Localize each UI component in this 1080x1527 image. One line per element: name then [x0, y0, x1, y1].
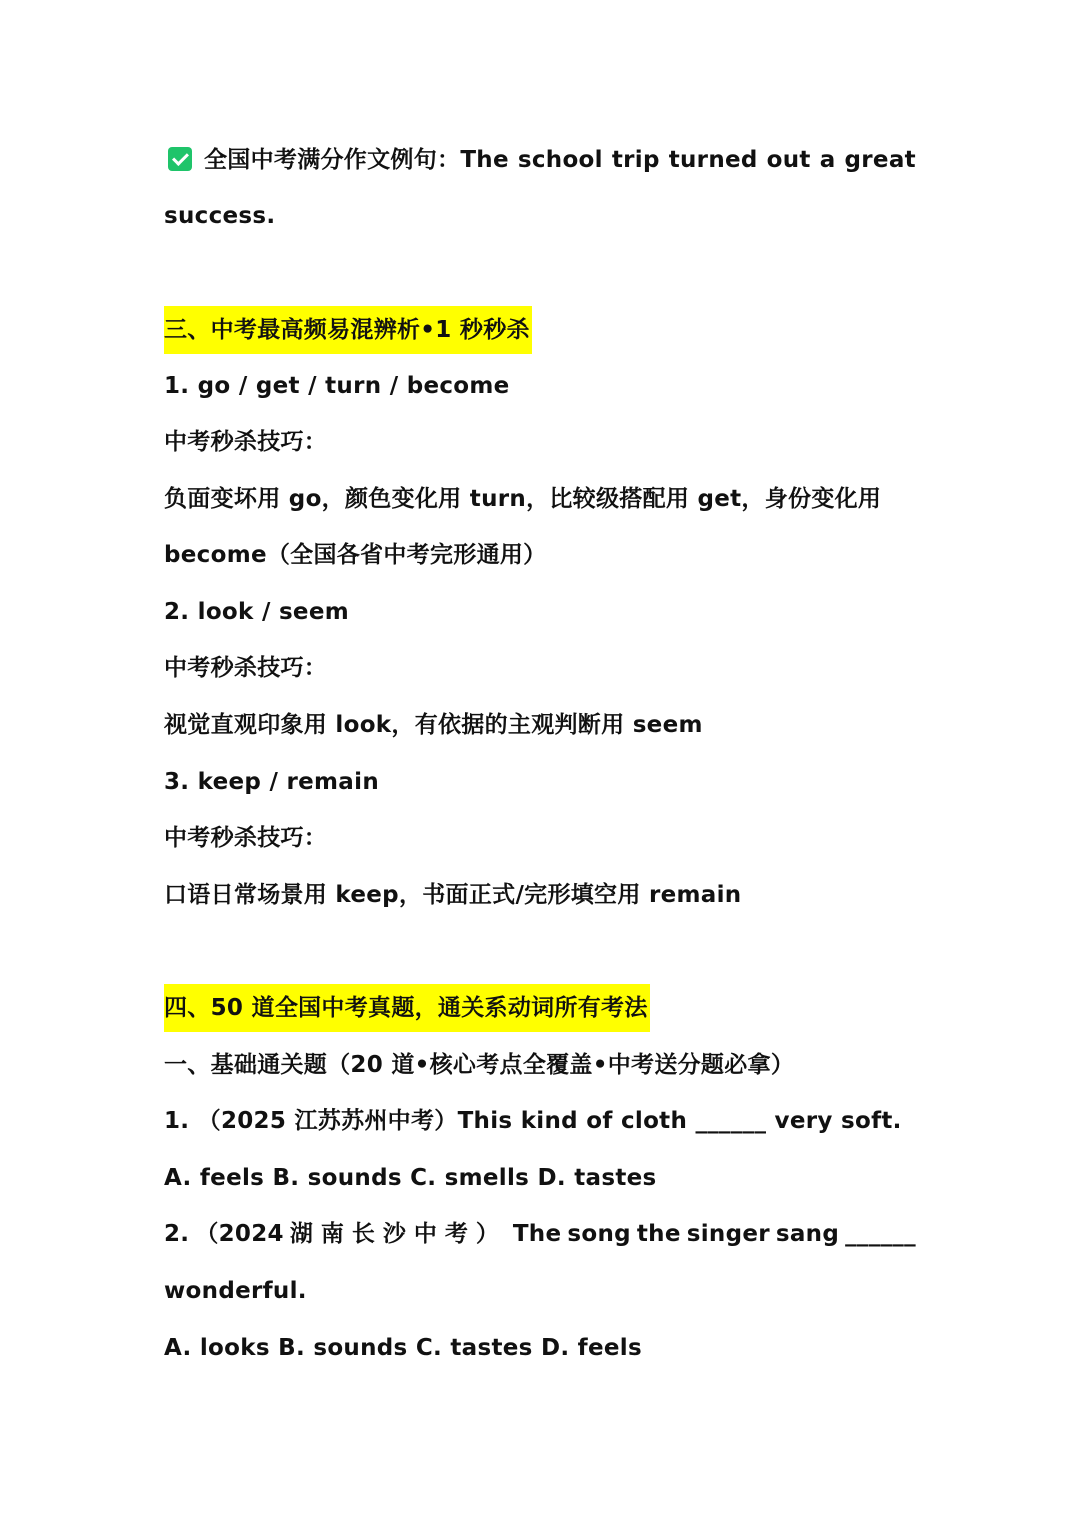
- question1-stem: 1. （2025 江苏苏州中考）This kind of cloth ______ very soft.: [164, 1108, 902, 1134]
- item1-title: 1. go / get / turn / become: [164, 373, 510, 399]
- item3-tip-line1: 口语日常场景用 keep，书面正式/完形填空用 remain: [164, 882, 742, 908]
- example-prefix: [164, 145, 509, 175]
- question-stem-part: 2.: [164, 1221, 190, 1247]
- question1-options: A. feels B. sounds C. smells D. tastes: [164, 1165, 657, 1191]
- item2-tip-line1: 视觉直观印象用 look，有依据的主观判断用 seem: [164, 712, 703, 738]
- section4-heading: 四、50 道全国中考真题，通关系动词所有考法: [164, 984, 650, 1032]
- example-word: great: [844, 147, 916, 173]
- item2-title: 2. look / seem: [164, 599, 349, 625]
- question-stem-part: ______: [845, 1221, 916, 1247]
- example-word: school: [517, 147, 603, 173]
- item3-title: 3. keep / remain: [164, 769, 379, 795]
- example-sentence-line2: success.: [164, 203, 276, 229]
- question2-stem-line2: wonderful.: [164, 1278, 307, 1304]
- section4-heading-row: [164, 984, 916, 1032]
- question-stem-part: （2024: [195, 1221, 284, 1247]
- example-word: trip: [611, 147, 660, 173]
- checkmark-icon: [168, 147, 192, 171]
- item1-tip-line1: 负面变坏用 go，颜色变化用 turn，比较级搭配用 get，身份变化用: [164, 486, 882, 512]
- question-stem-part: 湖南长沙中考）: [289, 1221, 507, 1247]
- section4-subheading: 一、基础通关题（20 道•核心考点全覆盖•中考送分题必拿）: [164, 1052, 795, 1078]
- example-word: a: [819, 147, 836, 173]
- item1-tip-label: 中考秒杀技巧：: [164, 429, 328, 455]
- question-stem-part: sang: [775, 1221, 840, 1247]
- example-word: out: [766, 147, 811, 173]
- example-word: turned: [668, 147, 758, 173]
- example-word: The: [460, 147, 509, 173]
- example-label: 全国中考满分作文例句：: [204, 147, 461, 173]
- example-sentence-line1: [164, 145, 916, 175]
- item1-tip-line2: become（全国各省中考完形通用）: [164, 542, 547, 568]
- item3-tip-label: 中考秒杀技巧：: [164, 825, 328, 851]
- question-stem-part: the: [636, 1221, 681, 1247]
- question2-stem-line1: [164, 1219, 916, 1249]
- question-stem-part: The: [512, 1221, 562, 1247]
- question2-options: A. looks B. sounds C. tastes D. feels: [164, 1335, 642, 1361]
- section3-heading: 三、中考最高频易混辨析•1 秒秒杀: [164, 306, 532, 354]
- item2-tip-label: 中考秒杀技巧：: [164, 655, 328, 681]
- section3-heading-row: [164, 306, 916, 354]
- question-stem-part: song: [567, 1221, 631, 1247]
- question-stem-part: singer: [686, 1221, 770, 1247]
